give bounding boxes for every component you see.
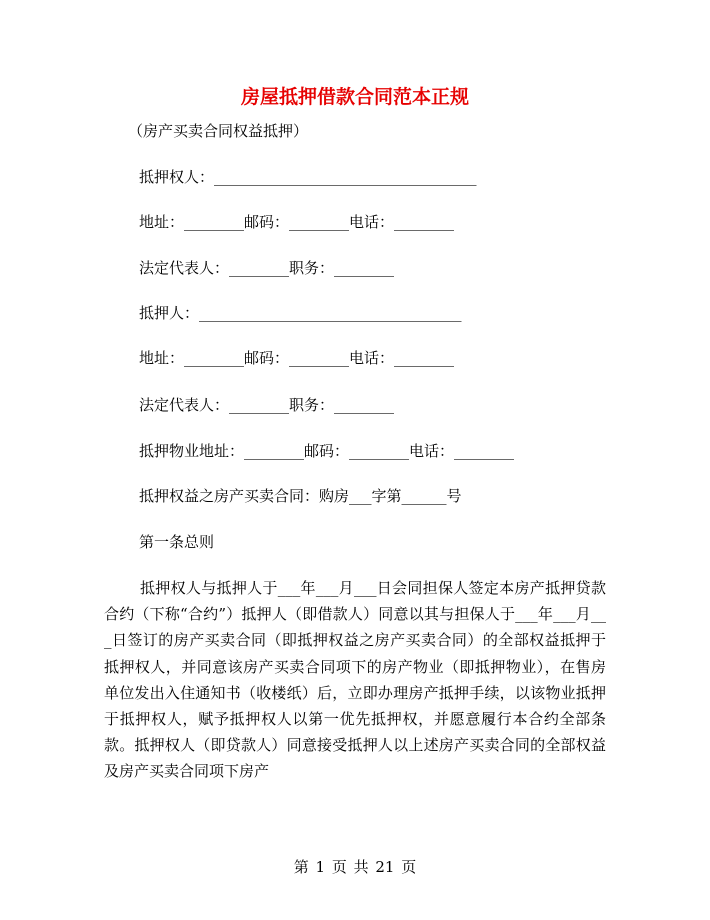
field-mortgagor-legal-rep: 法定代表人：________职务：________	[139, 396, 395, 414]
field-mortgagee-address: 地址：________邮码：________电话：________	[139, 213, 455, 231]
field-mortgagee-legal-rep: 法定代表人：________职务：________	[139, 259, 395, 277]
document-title: 房屋抵押借款合同范本正规	[240, 86, 469, 108]
field-property-address: 抵押物业地址：________邮码：________电话：________	[139, 442, 515, 460]
field-mortgagor-address: 地址：________邮码：________电话：________	[139, 349, 455, 367]
field-mortgagee: 抵押权人：___________________________________	[139, 168, 477, 186]
field-mortgagor: 抵押人：___________________________________	[139, 304, 462, 322]
document-subtitle: （房产买卖合同权益抵押）	[128, 122, 309, 140]
section-heading-article-1: 第一条总则	[139, 533, 215, 551]
article-1-paragraph: 抵押权人与抵押人于___年___月___日会同担保人签定本房产抵押贷款合约（下称“合约”）抵押人（即借款人）同意以其与担保人于___年___月___日签订的房产买卖合同（即抵押权益之房产买卖合同）的全部权益抵押于抵押权人，并同意该房产买卖合同项下的房产物业（即抵押物业），在售房单位发出入住通知书（收楼纸）后，立即办理房产抵押手续，以该物业抵押于抵押权人，赋予抵押权人以第一优先抵押权，并愿意履行本合约全部条款。抵押权人（即贷款人）同意接受抵押人以上述房产买卖合同的全部权益及房产买卖合同项下房产	[104, 579, 606, 781]
page-number: 第 1 页 共 21 页	[293, 858, 417, 876]
field-purchase-contract: 抵押权益之房产买卖合同：购房___字第______号	[139, 487, 462, 505]
